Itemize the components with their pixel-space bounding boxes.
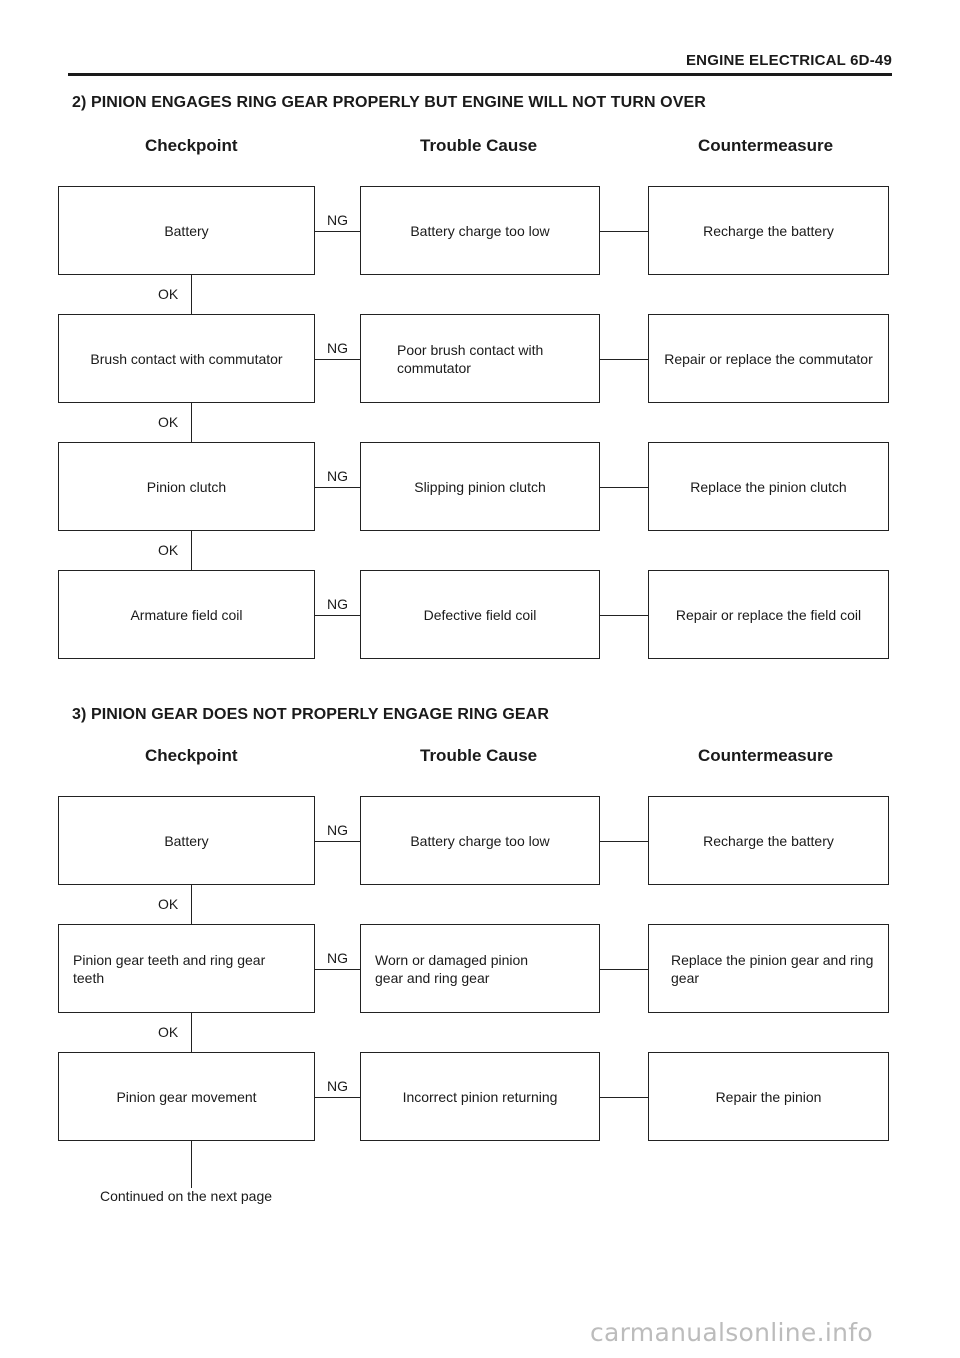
- section-2-countermeasure-box-3: [648, 442, 889, 531]
- section-2-ok-label-2: OK: [158, 413, 179, 430]
- section-2-ok-label-1: OK: [158, 285, 179, 302]
- section-2-ok-connector-3: [191, 531, 192, 570]
- section-2-countermeasure-box-4-text: Repair or replace the field coil: [675, 606, 862, 623]
- section-2-ng-label-4: NG: [327, 595, 348, 612]
- section-2-checkpoint-box-2-text: Brush contact with commutator: [90, 350, 283, 367]
- section-2-trouble-cause-box-2-text: Poor brush contact with commutator: [397, 341, 544, 376]
- section-3-countermeasure-box-2-text: Replace the pinion gear and ring gear: [671, 951, 874, 986]
- section-2-col-trouble-cause: Trouble Cause: [420, 136, 538, 155]
- section-3-ng-label-1: NG: [327, 821, 348, 838]
- section-3-ng-connector-3: [315, 1097, 360, 1098]
- watermark: carmanualsonline.info: [590, 1318, 873, 1347]
- section-3-ng-connector-2: [315, 969, 360, 970]
- section-2-ok-label-3: OK: [158, 541, 179, 558]
- section-2-countermeasure-box-3-text: Replace the pinion clutch: [690, 478, 847, 495]
- section-3-trouble-cause-box-3: [360, 1052, 600, 1141]
- section-3-trouble-cause-box-1: [360, 796, 600, 885]
- section-2-checkpoint-box-3-text: Pinion clutch: [146, 478, 227, 495]
- section-2-ng-label-3: NG: [327, 467, 348, 484]
- section-2-trouble-cause-box-3: [360, 442, 600, 531]
- section-3-countermeasure-box-1: [648, 796, 889, 885]
- section-3-ok-label-2: OK: [158, 1023, 179, 1040]
- section-3-ok-connector-1: [191, 885, 192, 924]
- section-3-checkpoint-box-1-text: Battery: [164, 832, 209, 849]
- section-3-ng-label-2: NG: [327, 949, 348, 966]
- section-2-title: 2) PINION ENGAGES RING GEAR PROPERLY BUT ENGINE WILL NOT TURN OVER: [72, 94, 706, 111]
- section-3-trouble-cause-box-2-text: Worn or damaged pinion gear and ring gear: [375, 951, 529, 986]
- section-3-countermeasure-box-2: [648, 924, 889, 1013]
- section-2-checkpoint-box-2: [58, 314, 315, 403]
- section-2-countermeasure-box-1-text: Recharge the battery: [703, 222, 834, 239]
- section-3-checkpoint-box-1: [58, 796, 315, 885]
- header-divider: [68, 73, 892, 76]
- section-3-countermeasure-box-3: [648, 1052, 889, 1141]
- section-3-ok-label-1: OK: [158, 895, 179, 912]
- section-3-col-checkpoint: Checkpoint: [145, 746, 238, 765]
- section-3-checkpoint-box-3-text: Pinion gear movement: [116, 1088, 257, 1105]
- section-2-col-checkpoint: Checkpoint: [145, 136, 238, 155]
- section-2-checkpoint-box-4: [58, 570, 315, 659]
- section-2-trouble-cause-box-2: [360, 314, 600, 403]
- section-2-trouble-cause-box-4: [360, 570, 600, 659]
- section-2-countermeasure-box-2-text: Repair or replace the commutator: [664, 350, 873, 367]
- section-2-trouble-cause-box-1-text: Battery charge too low: [410, 222, 550, 239]
- section-2-remedy-connector-2: [600, 359, 648, 360]
- section-2-ok-connector-2: [191, 403, 192, 442]
- section-2-ng-connector-4: [315, 615, 360, 616]
- section-2-trouble-cause-box-1: [360, 186, 600, 275]
- section-2-trouble-cause-box-4-text: Defective field coil: [423, 606, 537, 623]
- section-2-checkpoint-box-1-text: Battery: [164, 222, 209, 239]
- section-3-remedy-connector-2: [600, 969, 648, 970]
- section-2-countermeasure-box-1: [648, 186, 889, 275]
- section-3-ng-connector-1: [315, 841, 360, 842]
- page-header-title: ENGINE ELECTRICAL 6D-49: [685, 52, 892, 69]
- section-3-checkpoint-box-2: [58, 924, 315, 1013]
- section-2-checkpoint-box-3: [58, 442, 315, 531]
- section-3-countermeasure-box-1-text: Recharge the battery: [703, 832, 834, 849]
- section-2-trouble-cause-box-3-text: Slipping pinion clutch: [414, 478, 546, 495]
- section-2-countermeasure-box-2: [648, 314, 889, 403]
- section-2-ok-connector-1: [191, 275, 192, 314]
- section-3-ok-connector-2: [191, 1013, 192, 1052]
- section-2-ng-connector-2: [315, 359, 360, 360]
- section-3-continue-connector: [191, 1141, 192, 1188]
- section-2-remedy-connector-3: [600, 487, 648, 488]
- section-3-col-trouble-cause: Trouble Cause: [420, 746, 538, 765]
- section-3-remedy-connector-1: [600, 841, 648, 842]
- section-3-trouble-cause-box-1-text: Battery charge too low: [410, 832, 550, 849]
- section-2-ng-label-2: NG: [327, 339, 348, 356]
- section-2-ng-connector-1: [315, 231, 360, 232]
- section-3-remedy-connector-3: [600, 1097, 648, 1098]
- section-2-remedy-connector-4: [600, 615, 648, 616]
- section-2-col-countermeasure: Countermeasure: [698, 136, 834, 155]
- section-2-checkpoint-box-1: [58, 186, 315, 275]
- section-3-trouble-cause-box-3-text: Incorrect pinion returning: [402, 1088, 558, 1105]
- section-3-title: 3) PINION GEAR DOES NOT PROPERLY ENGAGE RING GEAR: [72, 706, 549, 723]
- section-2-remedy-connector-1: [600, 231, 648, 232]
- section-2-ng-label-1: NG: [327, 211, 348, 228]
- section-2-countermeasure-box-4: [648, 570, 889, 659]
- section-3-countermeasure-box-3-text: Repair the pinion: [715, 1088, 822, 1105]
- section-2-checkpoint-box-4-text: Armature field coil: [130, 606, 243, 623]
- section-2-ng-connector-3: [315, 487, 360, 488]
- section-3-trouble-cause-box-2: [360, 924, 600, 1013]
- section-3-checkpoint-box-3: [58, 1052, 315, 1141]
- section-3-checkpoint-box-2-text: Pinion gear teeth and ring gear teeth: [73, 951, 266, 986]
- section-3-ng-label-3: NG: [327, 1077, 348, 1094]
- continued-note: Continued on the next page: [100, 1188, 273, 1204]
- section-3-col-countermeasure: Countermeasure: [698, 746, 834, 765]
